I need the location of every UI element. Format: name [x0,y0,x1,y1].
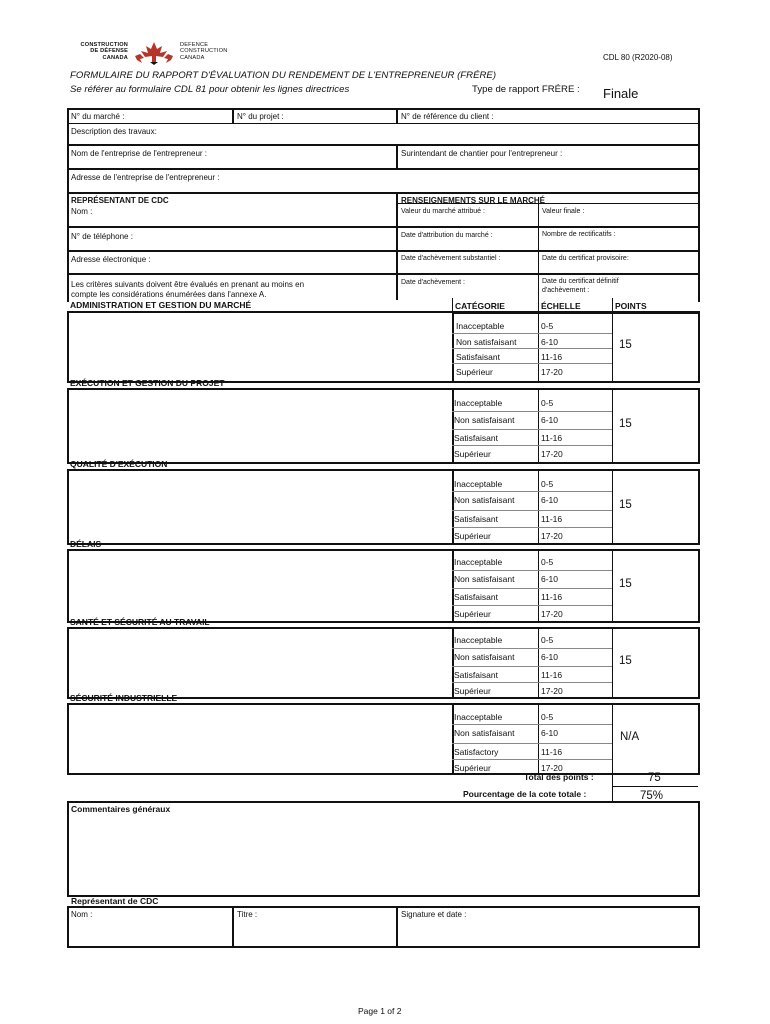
logo-right-line1: DEFENCE [180,42,209,48]
section-comment-area[interactable] [67,627,700,699]
section-title: DÉLAIS [70,539,102,549]
phone-label: N° de téléphone : [71,232,133,241]
rating-category: Supérieur [456,367,493,377]
points-header: POINTS [615,301,647,311]
total-points-label: Total des points : [524,772,594,782]
criteria-note-line1: Les critères suivants doivent être évalués en prenant au moins en [71,280,305,289]
rating-scale: 17-20 [541,531,563,541]
section-points[interactable]: 15 [619,499,632,511]
interim-cert-label: Date du certificat provisoire: [542,255,629,262]
rating-scale: 11-16 [541,747,563,757]
rating-category: Satisfactory [454,747,499,757]
rating-category: Supérieur [454,609,491,619]
rating-category: Supérieur [454,531,491,541]
logo-right-line2: CONSTRUCTION [180,48,228,55]
client-ref-label: N° de référence du client : [401,112,494,121]
rating-scale: 0-5 [541,321,554,331]
section-comment-area[interactable] [67,549,700,623]
num-changes-label: Nombre de rectificatifs : [542,231,616,238]
rating-category: Satisfaisant [454,670,498,680]
work-description-label: Description des travaux: [71,127,157,136]
form-code: CDL 80 (R2020-08) [603,53,673,62]
section-comment-area[interactable] [67,469,700,545]
rating-scale: 17-20 [541,367,563,377]
rating-category: Non satisfaisant [454,415,515,425]
category-header: CATÉGORIE [455,301,505,311]
section-title: QUALITÉ D'EXÉCUTION [70,459,168,469]
final-cert-label-2: d'achèvement : [542,287,590,294]
final-cert-label-1: Date du certificat définitif [542,278,619,285]
rating-category: Inacceptable [454,557,503,567]
rating-scale: 17-20 [541,449,563,459]
rating-scale: 11-16 [541,352,563,362]
rating-category: Supérieur [454,763,491,773]
rating-scale: 11-16 [541,433,563,443]
logo-right-line3: CANADA [180,54,205,61]
rating-category: Non satisfaisant [454,574,515,584]
section-title: SANTÉ ET SÉCURITÉ AU TRAVAIL [70,617,210,627]
rating-scale: 0-5 [541,635,554,645]
logo-left-line2: DE DÉFENSE [90,48,128,55]
company-address-label: Adresse de l'entreprise de l'entrepreneur : [71,173,220,182]
rating-scale: 0-5 [541,479,554,489]
signature-box [67,906,700,948]
rating-scale: 6-10 [541,728,559,738]
section-title: ADMINISTRATION ET GESTION DU MARCHÉ [70,300,252,310]
rating-category: Supérieur [454,686,491,696]
rating-category: Supérieur [454,449,491,459]
sig-title-field[interactable]: Titre : [237,910,258,919]
report-type-label: Type de rapport FRÉRE : [472,84,580,95]
rating-category: Non satisfaisant [454,728,515,738]
contract-value-label: Valeur du marché attribué : [401,208,485,215]
rating-scale: 17-20 [541,609,563,619]
rating-scale: 0-5 [541,557,554,567]
site-superintendent-label: Surintendant de chantier pour l'entrepreneur : [401,149,563,158]
section-comment-area[interactable] [67,311,700,383]
rating-category: Inacceptable [454,712,503,722]
rating-scale: 6-10 [541,652,559,662]
rep-name-label: Nom : [71,207,93,216]
rating-category: Satisfaisant [454,514,498,524]
rating-scale: 17-20 [541,763,563,773]
rating-category: Non satisfaisant [456,337,517,347]
rating-category: Satisfaisant [454,433,498,443]
dcc-logo [68,40,243,66]
section-points[interactable]: N/A [620,731,640,743]
rating-category: Non satisfaisant [454,652,515,662]
rating-scale: 11-16 [541,670,563,680]
signature-heading: Représentant de CDC [71,896,159,906]
section-points[interactable]: 15 [619,578,632,590]
rating-scale: 17-20 [541,686,563,696]
rating-category: Satisfaisant [456,352,500,362]
contract-info-heading: RENSEIGNEMENTS SUR LE MARCHÉ [401,196,546,205]
rating-category: Inacceptable [456,321,505,331]
rating-category: Inacceptable [454,479,503,489]
rating-scale: 11-16 [541,514,563,524]
rating-scale: 6-10 [541,574,559,584]
sig-date-field[interactable]: Signature et date : [401,910,467,919]
sig-name-field[interactable]: Nom : [71,910,93,919]
rating-scale: 0-5 [541,398,554,408]
logo-left-line1: CONSTRUCTION [80,42,128,48]
rating-scale: 6-10 [541,337,559,347]
general-comments-heading: Commentaires généraux [71,804,171,814]
rating-scale: 6-10 [541,415,559,425]
rating-scale: 11-16 [541,592,563,602]
criteria-note-line2: compte les considérations énumérées dans l'annexe A. [71,290,267,299]
section-points[interactable]: 15 [619,418,632,430]
rating-scale: 6-10 [541,495,559,505]
award-date-label: Date d'attribution du marché : [401,232,493,239]
section-points[interactable]: 15 [619,655,632,667]
report-type-value[interactable]: Finale [603,86,639,101]
project-no-label: N° du projet : [237,112,284,121]
company-name-label: Nom de l'entreprise de l'entrepreneur : [71,149,208,158]
rating-scale: 0-5 [541,712,554,722]
rating-category: Satisfaisant [454,592,498,602]
scale-header: ÉCHELLE [541,301,581,311]
contract-no-label: N° du marché : [71,112,125,121]
form-title: FORMULAIRE DU RAPPORT D'ÉVALUATION DU RENDEMENT DE L'ENTREPRENEUR (FRÉRE) [70,70,497,81]
form-subtitle: Se référer au formulaire CDL 81 pour obtenir les lignes directrices [70,84,350,95]
cdc-rep-heading: REPRÉSENTANT DE CDC [71,196,169,205]
general-comments-box[interactable] [67,801,700,897]
section-comment-area[interactable] [67,703,700,775]
page-number: Page 1 of 2 [358,1006,402,1016]
maple-leaf-icon [132,40,176,66]
section-comment-area[interactable] [67,388,700,464]
total-percentage-value[interactable]: 75% [640,790,664,802]
rating-category: Non satisfaisant [454,495,515,505]
section-title: EXÉCUTION ET GESTION DU PROJET [70,378,225,388]
section-title: SÉCURITÉ INDUSTRIELLE [70,693,178,703]
total-points-value[interactable]: 75 [648,772,661,784]
substantial-completion-label: Date d'achèvement substantiel : [401,255,501,262]
completion-date-label: Date d'achèvement : [401,279,465,286]
email-label: Adresse électronique : [71,255,151,264]
total-percentage-label: Pourcentage de la cote totale : [463,789,587,799]
final-value-label: Valeur finale : [542,208,585,215]
rating-category: Inacceptable [454,398,503,408]
rating-category: Inacceptable [454,635,503,645]
logo-left-line3: CANADA [102,54,128,61]
section-points[interactable]: 15 [619,339,632,351]
